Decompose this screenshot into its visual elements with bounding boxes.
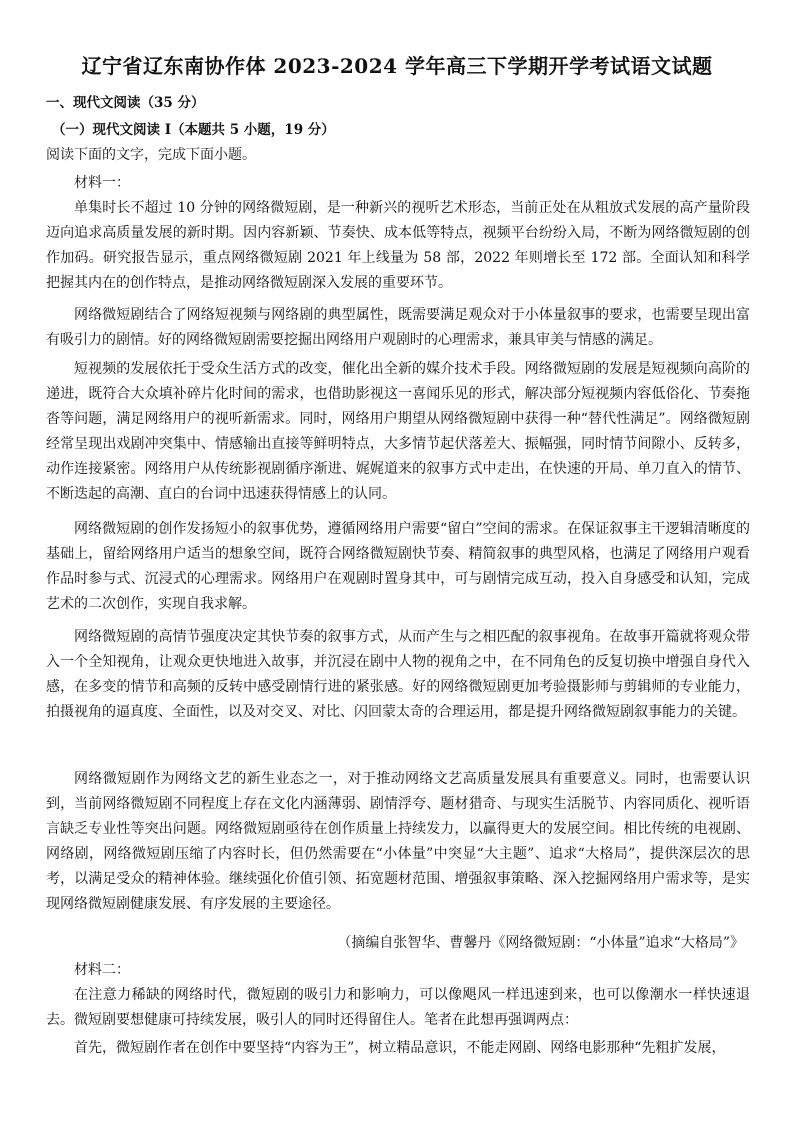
material1-source: （摘编自张智华、曹馨丹《网络微短剧：“小体量”追求“大格局”》 [337, 935, 744, 951]
material1-paragraph: 网络微短剧的创作发扬短小的叙事优势，遵循网络用户需要“留白”空间的需求。在保证叙事主干逻辑清晰度的基础上，留给网络用户适当的想象空间，既符合网络微短剧快节奏、精简叙事的典型风格，也满足了网络用户观看作品时参与式、沉浸式的心理需求。网络用户在观剧时置身其中，可与剧情完成互动，投入自身感受和认知，完成艺术的二次创作，实现自我求解。 [46, 521, 750, 612]
page-title: 辽宁省辽东南协作体 2023-2024 学年高三下学期开学考试语文试题 [81, 54, 713, 78]
material1-paragraph: 网络微短剧的高情节强度决定其快节奏的叙事方式，从而产生与之相匹配的叙事视角。在故事开篇就将观众带入一个全知视角，让观众更快地进入故事，并沉浸在剧中人物的视角之中，在不同角色的反复切换中增强自身代入感，在多变的情节和高频的反转中感受剧情行进的紧张感。好的网络微短剧更加考验摄影师与剪辑师的专业能力，拍摄视角的逼真度、全面性，以及对交叉、对比、闪回蒙太奇的合理运用，都是提升网络微短剧叙事能力的关键。 [46, 629, 750, 720]
material1-paragraph: 网络微短剧结合了网络短视频与网络剧的典型属性，既需要满足观众对于小体量叙事的要求，也需要呈现出富有吸引力的剧情。好的网络微短剧需要挖掘出网络用户观剧时的心理需求，兼具审美与情感的满足。 [46, 307, 750, 348]
material2-label: 材料二： [74, 962, 130, 978]
instruction-text: 阅读下面的文字，完成下面小题。 [46, 147, 256, 163]
material1-paragraph: 短视频的发展依托于受众生活方式的改变，催化出全新的媒介技术手段。网络微短剧的发展是短视频向高阶的递进，既符合大众填补碎片化时间的需求，也借助影视这一喜闻乐见的形式，解决部分短视频内容低俗化、节奏拖沓等问题，满足网络用户的视听新需求。同时，网络用户期望从网络微短剧中获得一种“替代性满足”。网络微短剧经常呈现出戏剧冲突集中、情感输出直接等鲜明特点，大多情节起伏落差大、振幅强，同时情节间隙小、反转多，动作连接紧密。网络用户从传统影视剧循序渐进、娓娓道来的叙事方式中走出，在快速的开局、单刀直入的情节、不断迭起的高潮、直白的台词中迅速获得情感上的认同。 [46, 361, 750, 502]
material1-label: 材料一： [74, 175, 130, 191]
material1-paragraph: 网络微短剧作为网络文艺的新生业态之一，对于推动网络文艺高质量发展具有重要意义。同时，也需要认识到，当前网络微短剧不同程度上存在文化内涵薄弱、剧情浮夸、题材猎奇、与现实生活脱节、内容同质化、视听语言缺乏专业性等突出问题。网络微短剧亟待在创作质量上持续发力，以赢得更大的发展空间。相比传统的电视剧、网络剧，网络微短剧压缩了内容时长，但仍然需要在“小体量”中突显“大主题”、追求“大格局”，提供深层次的思考，以满足受众的精神体验。继续强化价值引领、拓宽题材范围、增强叙事策略、深入挖掘网络用户需求等，是实现网络微短剧健康发展、有序发展的主要途径。 [46, 771, 750, 912]
material2-paragraph: 首先，微短剧作者在创作中要坚持“内容为王”，树立精品意识，不能走网剧、网络电影那种“先粗扩发展， [74, 1040, 726, 1056]
subsection-heading: （一）现代文阅读 I（本题共 5 小题，19 分） [52, 122, 335, 138]
material1-paragraph: 单集时长不超过 10 分钟的网络微短剧，是一种新兴的视听艺术形态，当前正处在从粗放式发展的高产量阶段迈向追求高质量发展的新时期。因内容新颖、节奏快、成本低等特点，视频平台纷纷入局，不断为网络微短剧的创作加码。研究报告显示，重点网络微短剧 2021 年上线量为 58 部，2022 年则增长至 172 部。全面认知和科学把握其内在的创作特点，是推动网络微短剧深入发展的重要环节。 [46, 200, 750, 291]
material2-paragraph: 在注意力稀缺的网络时代，微短剧的吸引力和影响力，可以像飓风一样迅速到来，也可以像潮水一样快速退去。微短剧要想健康可持续发展，吸引人的同时还得留住人。笔者在此想再强调两点： [46, 987, 750, 1028]
section-heading: 一、现代文阅读（35 分） [46, 95, 205, 111]
